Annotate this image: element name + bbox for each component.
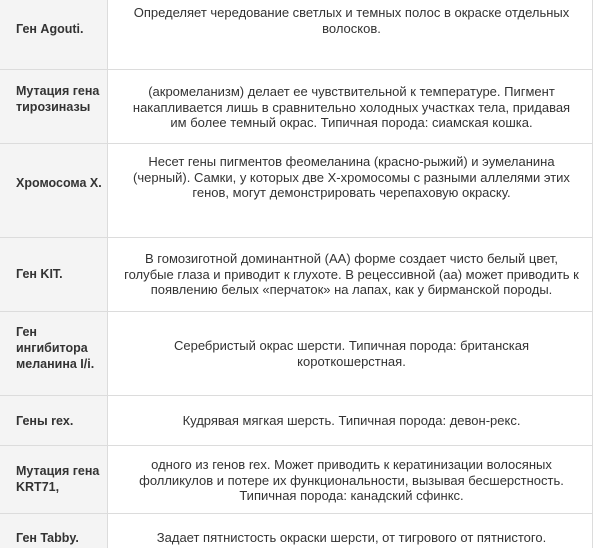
table-row	[0, 0, 593, 70]
table-right-border	[592, 0, 593, 548]
gene-description: Задает пятнистость окраски шерсти, от тигрового от пятнистого.	[156, 530, 547, 545]
gene-name: Ген ингибитора меланина I/i.	[0, 312, 108, 395]
gene-name: Хромосома X.	[0, 144, 108, 237]
gene-description: В гомозиготной доминантной (AA) форме создает чисто белый цвет, голубые глаза и приводит к глухоте. В рецессивной (aa) может приводить к появлению белых «перчаток» на лапах, как у бирманской породы.	[124, 251, 579, 297]
table-row	[0, 70, 593, 144]
table-row	[0, 144, 593, 238]
gene-description: одного из генов rex. Может приводить к кератинизации волосяных фолликулов и потере их функциональности, вызывая бесшерстность. Типичная порода: канадский сфинкс.	[139, 457, 564, 503]
gene-description: Несет гены пигментов феомеланина (красно-рыжий) и эумеланина (черный). Самки, у которых две Х-хромосомы с разными аллелями этих генов, могут демонстрировать черепаховую окраску.	[133, 154, 570, 200]
table-row	[0, 238, 593, 312]
gene-description: Определяет чередование светлых и темных полос в окраске отдельных волосков.	[133, 5, 570, 36]
gene-name: Ген Agouti.	[0, 0, 108, 69]
gene-description: Серебристый окрас шерсти. Типичная порода: британская короткошерстная.	[173, 338, 529, 369]
gene-name: Мутация гена KRT71,	[0, 446, 108, 513]
table-row	[0, 312, 593, 396]
table-row	[0, 396, 593, 446]
gene-description: (акромеланизм) делает ее чувствительной к температуре. Пигмент накапливается лишь в сравнительно холодных участках тела, придавая им более темный окрас. Типичная порода: сиамская кошка.	[132, 84, 571, 130]
gene-description: Кудрявая мягкая шерсть. Типичная порода: девон-рекс.	[182, 413, 521, 428]
gene-name: Ген Tabby.	[0, 514, 108, 548]
gene-name: Мутация гена тирозиназы	[0, 70, 108, 143]
table-row	[0, 514, 593, 548]
gene-name: Гены rex.	[0, 396, 108, 445]
table-row	[0, 446, 593, 514]
gene-name: Ген KIT.	[0, 238, 108, 311]
